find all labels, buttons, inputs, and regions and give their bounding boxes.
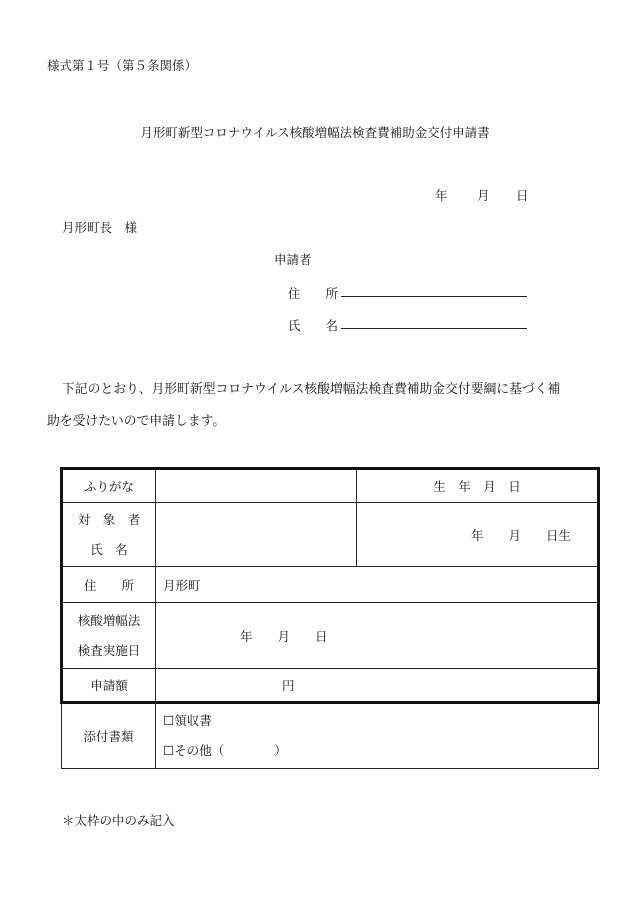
applicant-name-line[interactable] (341, 328, 527, 329)
attachment-receipt-checkbox[interactable]: ☐領収書 (163, 713, 212, 728)
date-month: 月 (477, 188, 490, 203)
body-text-line-1: 下記のとおり、月形町新型コロナウイルス核酸増幅法検査費補助金交付要綱に基づく補 (62, 382, 561, 397)
test-date-field[interactable] (156, 603, 599, 669)
applicant-heading: 申請者 (274, 252, 312, 267)
address-label: 住 所 (62, 567, 156, 603)
attachments-field (156, 703, 599, 769)
document-title: 月形町新型コロナウイルス核酸増幅法検査費補助金交付申請書 (140, 125, 490, 140)
test-date-value: 年 月 日 (240, 628, 328, 644)
birth-header: 生 年 月 日 (357, 469, 599, 503)
birth-date-field[interactable] (357, 503, 599, 567)
test-date-label (62, 603, 156, 669)
subject-label-line-1: 対 象 者 (77, 511, 141, 527)
footnote: ＊太枠の中のみ記入 (62, 813, 175, 828)
address-field[interactable] (156, 567, 599, 603)
subject-name-field[interactable] (156, 503, 357, 567)
test-label-line-2: 検査実施日 (77, 642, 141, 658)
applicant-address-label: 住 所 (288, 286, 339, 301)
date-year: 年 (435, 188, 448, 203)
subject-label (62, 503, 156, 567)
date-day: 日 (516, 188, 529, 203)
test-label-line-1: 核酸増幅法 (77, 612, 141, 628)
attachments-label: 添付書類 (62, 703, 156, 769)
amount-unit: 円 (282, 678, 295, 693)
body-text-line-2: 助を受けたいので申請します。 (47, 414, 226, 429)
amount-label: 申請額 (62, 669, 156, 703)
address-value: 月形町 (163, 577, 201, 593)
furigana-label: ふりがな (62, 469, 156, 503)
subject-label-line-2: 氏 名 (90, 541, 128, 557)
furigana-field[interactable] (156, 469, 357, 503)
addressee: 月形町長 様 (62, 220, 138, 235)
application-table (60, 467, 600, 769)
attachment-other-checkbox[interactable]: ☐その他（ ） (163, 743, 287, 758)
birth-date-value: 年 月 日生 (470, 527, 571, 543)
amount-field[interactable] (156, 669, 599, 703)
applicant-address-line[interactable] (341, 296, 527, 297)
applicant-name-label: 氏 名 (288, 318, 339, 333)
form-number: 様式第１号（第５条関係） (47, 58, 198, 73)
